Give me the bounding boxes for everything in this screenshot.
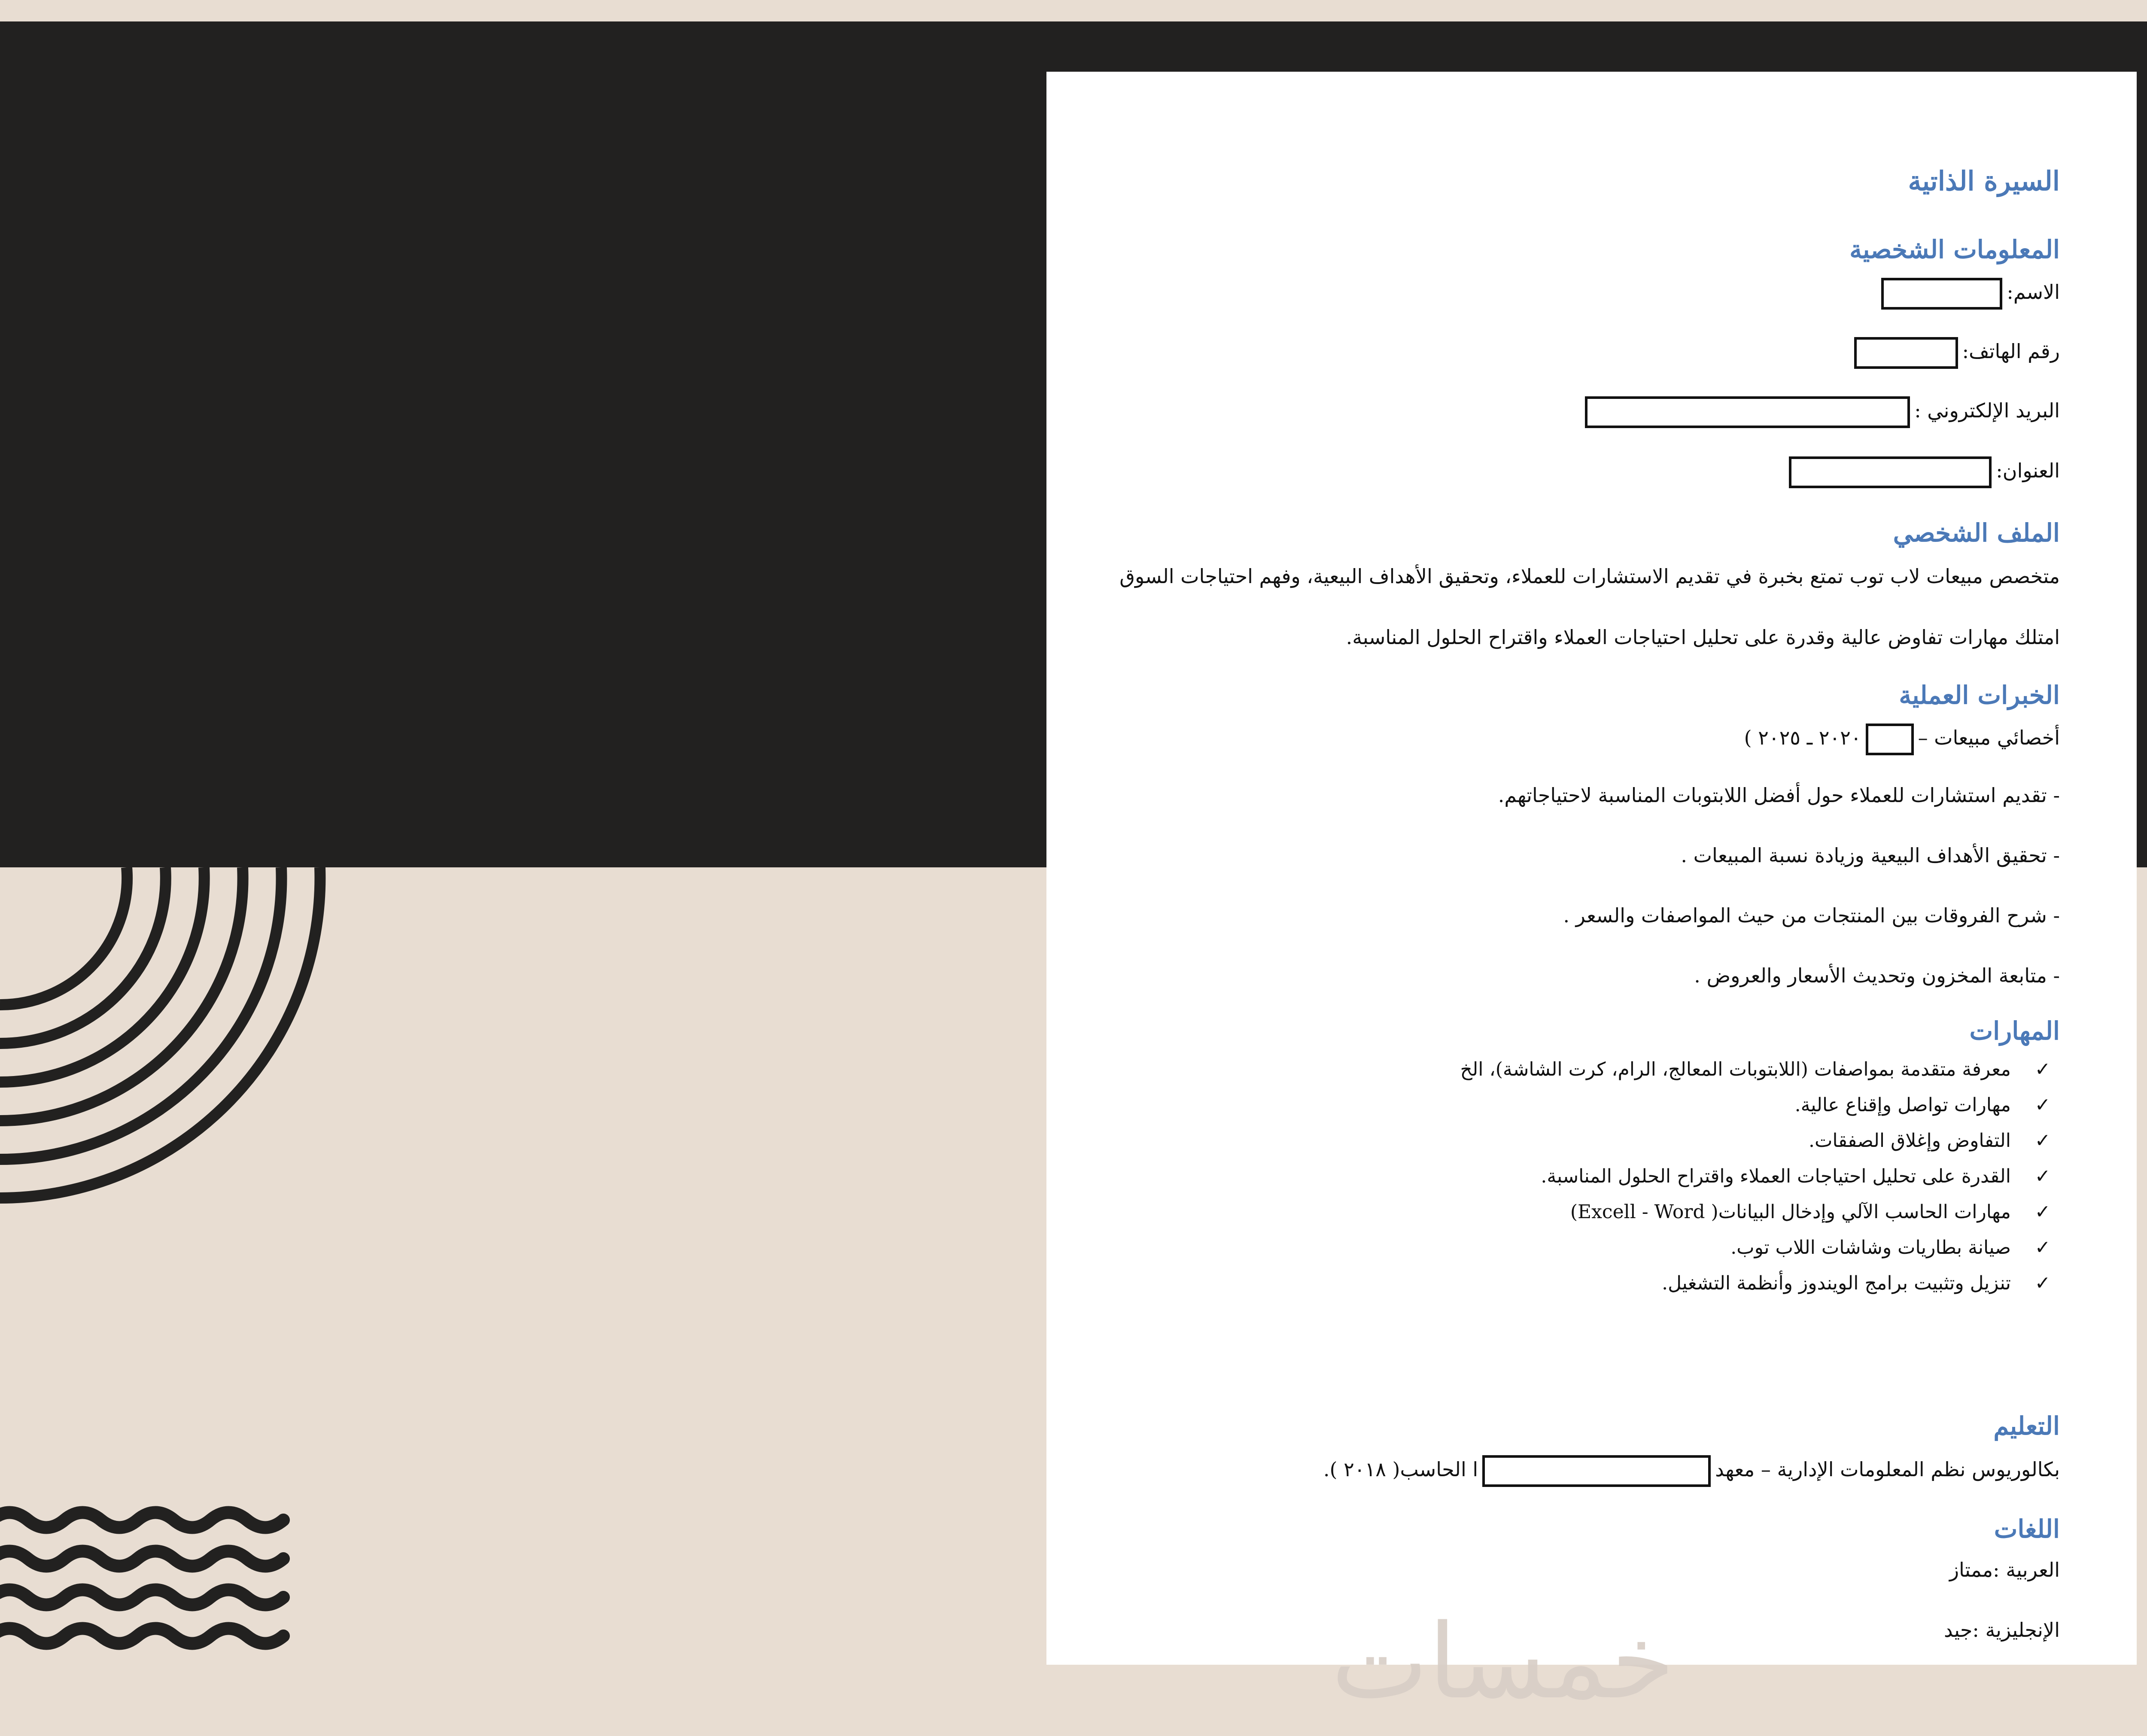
profile-heading: الملف الشخصي	[1893, 518, 2060, 547]
job-title-row	[1744, 724, 2060, 755]
email-redaction-box	[1585, 396, 1910, 428]
skills-heading: المهارات	[1969, 1016, 2060, 1046]
skill-item	[1730, 1237, 2060, 1259]
skill-text: التفاوض وإغلاق الصفقات.	[1809, 1130, 2011, 1152]
personal-info-heading: المعلومات الشخصية	[1849, 235, 2060, 264]
checkmark-icon: ✓	[2034, 1058, 2051, 1080]
skill-text: القدرة على تحليل احتياجات العملاء واقتراح الحلول المناسبة.	[1541, 1165, 2011, 1187]
skill-item	[1460, 1058, 2060, 1080]
arc-decoration-left	[0, 867, 331, 1211]
education-row	[1323, 1455, 2060, 1487]
khamsat-watermark: خمسات	[1331, 1602, 1675, 1722]
education-degree: بكالوريوس نظم المعلومات الإدارية – معهد	[1715, 1458, 2060, 1481]
institute-redaction-box	[1482, 1455, 1711, 1487]
profile-line: متخصص مبيعات لاب توب تمتع بخبرة في تقديم الاستشارات للعملاء، وتحقيق الأهداف البيعية، وفهم احتياجات السوق	[1119, 565, 2060, 588]
email-label: البريد الإلكتروني :	[1914, 399, 2060, 422]
profile-line: امتلك مهارات تفاوض عالية وقدرة على تحليل احتياجات العملاء واقتراح الحلول المناسبة.	[1346, 626, 2060, 649]
wave-decoration-bottom-left	[0, 1503, 301, 1675]
phone-label: رقم الهاتف:	[1962, 340, 2060, 363]
checkmark-icon: ✓	[2034, 1165, 2051, 1187]
company-redaction-box	[1866, 724, 1914, 755]
skill-text: مهارات الحاسب الآلي وإدخال البيانات( Excell - Word)	[1570, 1201, 2011, 1223]
job-dates: ٢٠٢٠ ـ ٢٠٢٥ )	[1744, 726, 1861, 749]
experience-duty: - تحقيق الأهداف البيعية وزيادة نسبة المبيعات .	[1681, 844, 2060, 867]
skill-item	[1809, 1130, 2060, 1152]
name-label: الاسم:	[2007, 280, 2060, 304]
name-row	[1877, 278, 2060, 310]
job-title: أخصائي مبيعات –	[1918, 726, 2060, 749]
checkmark-icon: ✓	[2034, 1201, 2051, 1223]
skill-item	[1570, 1201, 2060, 1223]
resume-page	[1046, 72, 2137, 1665]
experience-duty: - شرح الفروقات بين المنتجات من حيث المواصفات والسعر .	[1563, 904, 2060, 927]
experience-duty: - متابعة المخزون وتحديث الأسعار والعروض .	[1694, 964, 2060, 987]
skill-text: تنزيل وتثبيت برامج الويندوز وأنظمة التشغيل.	[1662, 1272, 2011, 1294]
skill-text: معرفة متقدمة بمواصفات (اللابتوبات المعالج، الرام، كرت الشاشة)، الخ	[1460, 1058, 2011, 1080]
phone-redaction-box	[1854, 337, 1958, 369]
checkmark-icon: ✓	[2034, 1237, 2051, 1259]
language-item: العربية :ممتاز	[1949, 1558, 2060, 1581]
skill-text: مهارات تواصل وإقناع عالية.	[1794, 1094, 2011, 1116]
skill-item	[1662, 1272, 2060, 1294]
phone-row	[1850, 337, 2060, 369]
skill-text: صيانة بطاريات وشاشات اللاب توب.	[1730, 1237, 2011, 1259]
education-heading: التعليم	[1993, 1411, 2060, 1441]
resume-content	[1107, 72, 2060, 1665]
checkmark-icon: ✓	[2034, 1130, 2051, 1152]
languages-heading: اللغات	[1994, 1514, 2060, 1544]
experience-heading: الخبرات العملية	[1899, 681, 2060, 710]
address-label: العنوان:	[1996, 459, 2060, 482]
name-redaction-box	[1881, 278, 2002, 310]
skill-item	[1541, 1165, 2060, 1187]
experience-duty: - تقديم استشارات للعملاء حول أفضل اللابتوبات المناسبة لاحتياجاتهم.	[1498, 784, 2060, 807]
checkmark-icon: ✓	[2034, 1094, 2051, 1116]
address-row	[1785, 456, 2060, 488]
education-year: ا الحاسب( ٢٠١٨ ).	[1323, 1458, 1478, 1481]
address-redaction-box	[1789, 456, 1992, 488]
skill-item	[1795, 1094, 2060, 1116]
email-row	[1581, 396, 2060, 428]
checkmark-icon: ✓	[2034, 1272, 2051, 1294]
resume-title: السيرة الذاتية	[1908, 165, 2060, 197]
language-item: الإنجليزية :جيد	[1943, 1618, 2060, 1642]
